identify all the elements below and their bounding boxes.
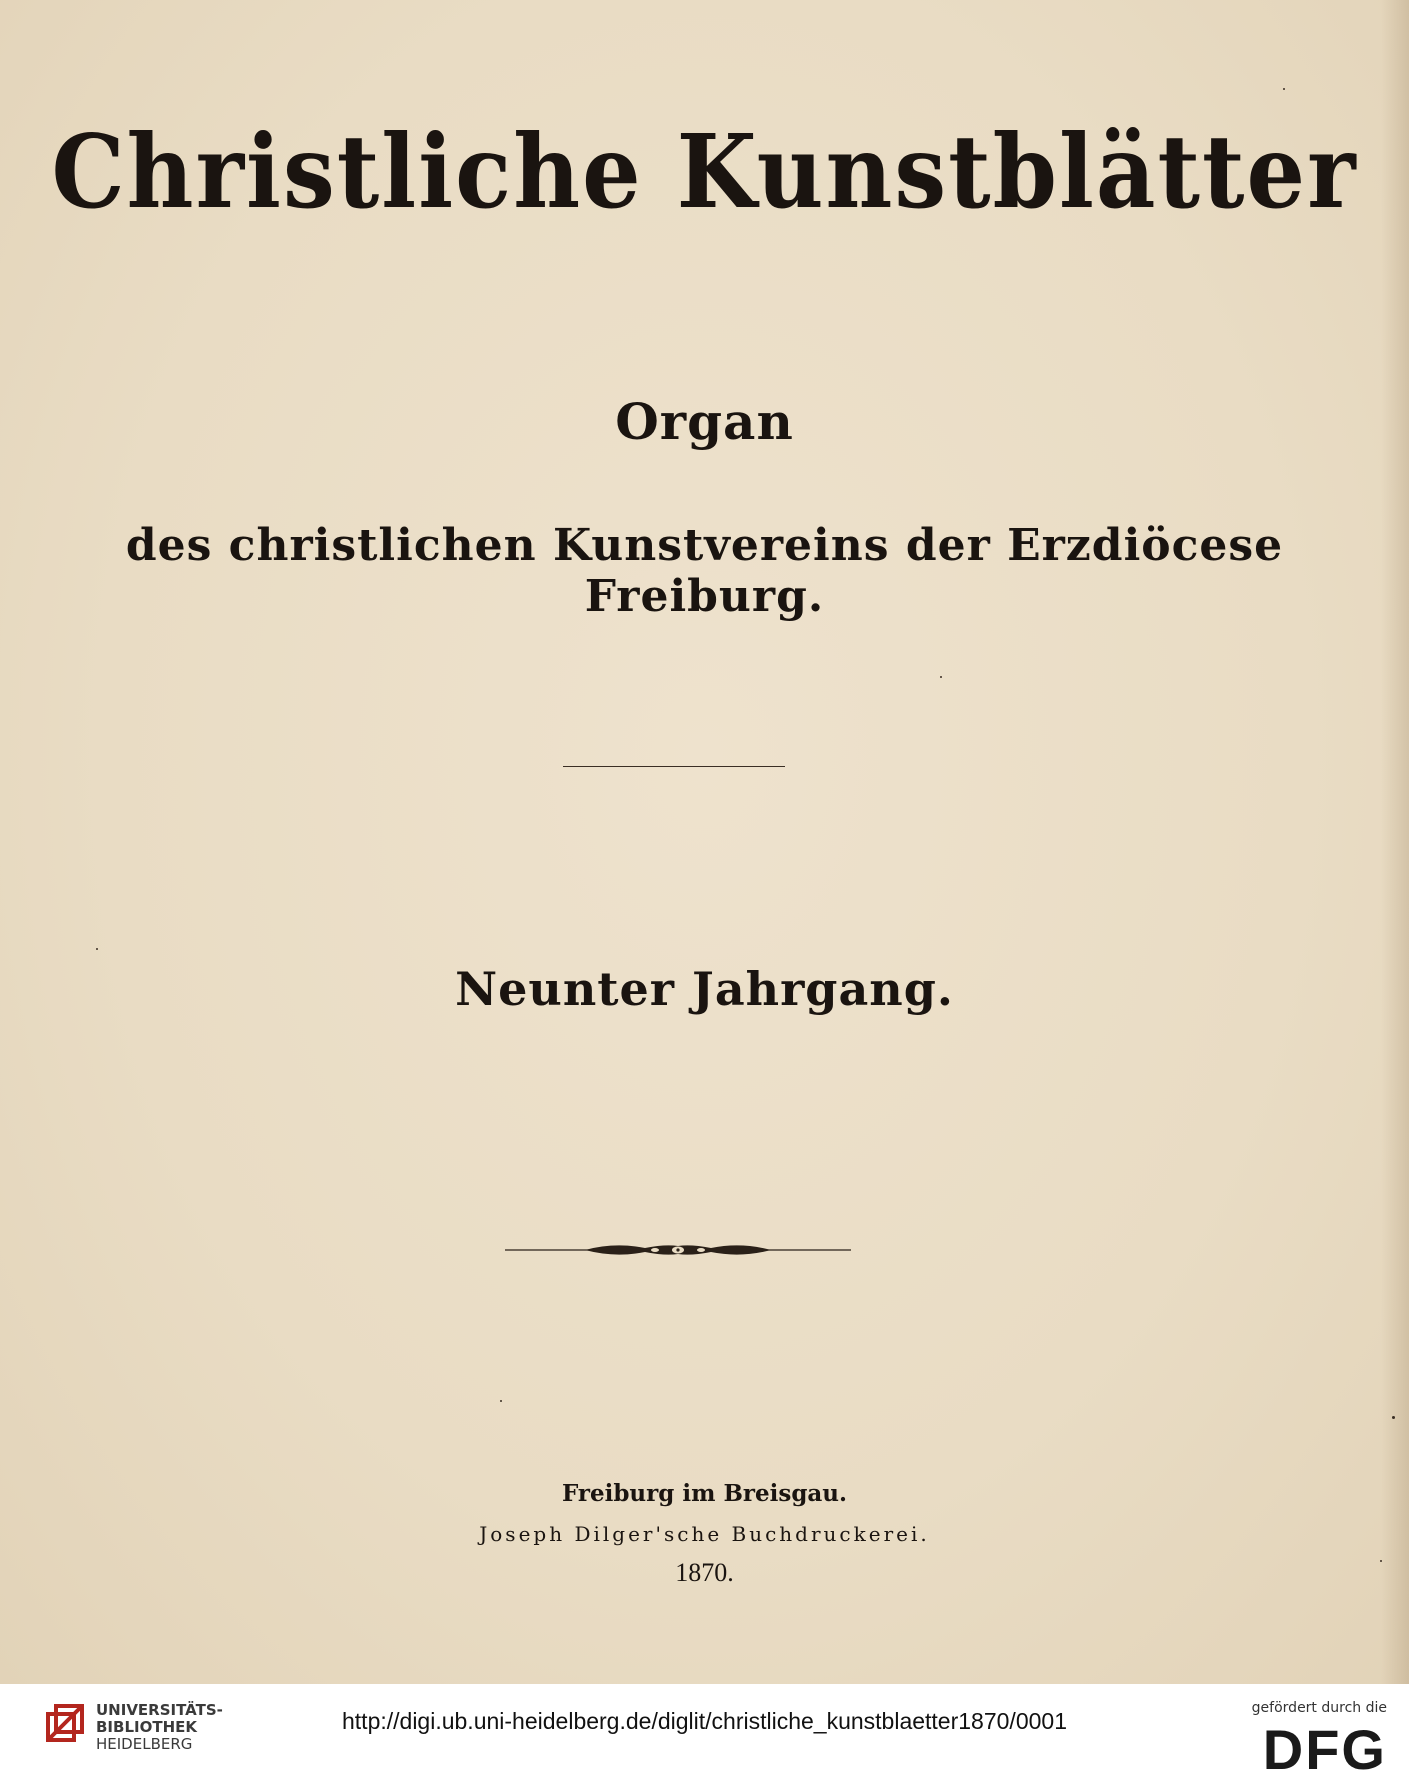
page-edge-shadow: [1381, 0, 1409, 1684]
library-line-1: UNIVERSITÄTS-: [96, 1701, 223, 1719]
paper-speck: [96, 948, 98, 950]
paper-speck: [500, 1400, 502, 1402]
paper-speck: [1392, 1416, 1395, 1419]
funding-label: gefördert durch die: [1251, 1700, 1387, 1716]
ornamental-rule-icon: [505, 1236, 851, 1264]
printer-name: Joseph Dilger'sche Buchdruckerei.: [479, 1522, 930, 1546]
page-title: Christliche Kunstblätter: [51, 112, 1358, 232]
page-subtitle: des christlichen Kunstvereins der Erzdiöcese Freiburg.: [125, 520, 1284, 622]
edition-heading: Neunter Jahrgang.: [455, 962, 954, 1016]
publication-year: 1870.: [675, 1558, 734, 1587]
organ-heading: Organ: [615, 392, 794, 451]
library-line-2: BIBLIOTHEK: [96, 1718, 197, 1736]
divider-rule: [563, 766, 785, 767]
viewer-footer: [0, 1684, 1409, 1786]
library-line-3: HEIDELBERG: [96, 1735, 193, 1753]
page-url-link[interactable]: http://digi.ub.uni-heidelberg.de/diglit/christliche_kunstblaetter1870/0001: [342, 1708, 1067, 1734]
publication-place: Freiburg im Breisgau.: [561, 1480, 848, 1507]
paper-speck: [940, 676, 942, 678]
dfg-logo[interactable]: DFG: [1262, 1718, 1387, 1781]
paper-speck: [1380, 1560, 1382, 1562]
paper-speck: [1283, 88, 1285, 90]
